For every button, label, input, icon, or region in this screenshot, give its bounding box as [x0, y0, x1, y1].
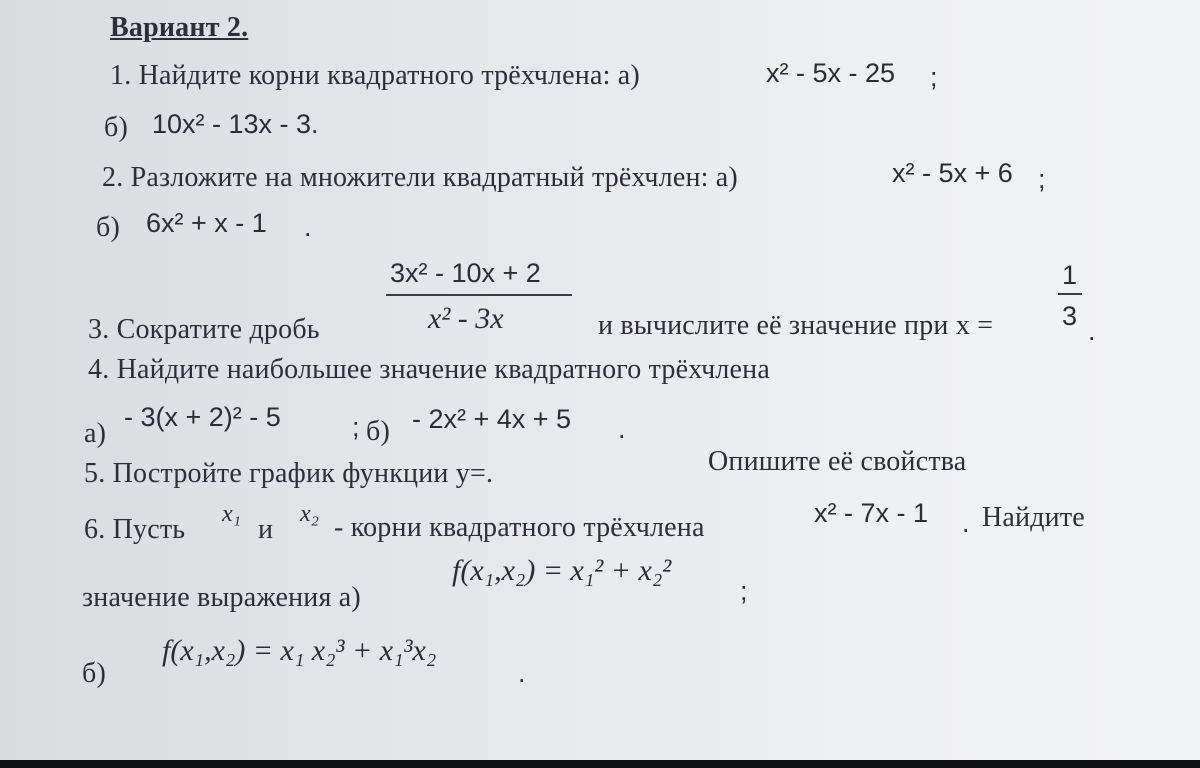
task-3-text-2: и вычислите её значение при x =: [598, 310, 994, 341]
task-3-value-denominator: 3: [1062, 301, 1078, 331]
task-6-and: и: [258, 514, 274, 545]
task-2-expression-b: 6x² + x - 1: [146, 208, 267, 238]
task-6-text-end: Найдите: [982, 502, 1085, 533]
task-2-separator-a: ;: [1038, 164, 1046, 194]
task-4-label-a: а): [84, 418, 107, 449]
task-6-text-mid: - корни квадратного трёхчлена: [334, 512, 705, 543]
task-5-text-2: Опишите её свойства: [708, 446, 967, 477]
task-6-text-start: 6. Пусть: [84, 514, 186, 545]
variant-title: Вариант 2.: [110, 12, 249, 43]
task-2-label-b: б): [96, 212, 120, 243]
task-6-expression-b: f(x₁,x₂) = x₁ x₂³ + x₁³x₂: [162, 634, 437, 667]
task-1-separator-a: ;: [930, 62, 938, 92]
task-6-x2: x₂: [300, 501, 319, 527]
task-4-label-b: б): [366, 416, 390, 447]
task-3-fraction-bar: [386, 294, 572, 296]
task-6-expression-a: f(x₁,x₂) = x₁² + x₂²: [452, 554, 672, 587]
task-3-numerator: 3x² - 10x + 2: [390, 258, 541, 288]
task-6-separator-a: ;: [740, 576, 748, 606]
task-2-expression-a: x² - 5x + 6: [892, 158, 1013, 188]
task-3-denominator: x² - 3x: [428, 302, 504, 335]
task-2-end-b: .: [304, 212, 312, 242]
task-6-label-b: б): [82, 658, 106, 689]
task-6-end: .: [962, 508, 970, 538]
task-6-end-b: .: [518, 658, 526, 688]
photo-bottom-edge: [0, 760, 1200, 768]
task-3-value-fraction-bar: [1058, 293, 1082, 295]
task-2-text: 2. Разложите на множители квадратный трёхчлен: а): [102, 162, 738, 193]
task-4-separator-a: ;: [352, 412, 360, 442]
task-3-end: .: [1088, 316, 1096, 346]
task-4-expression-b: - 2x² + 4x + 5: [412, 404, 572, 434]
task-4-end-b: .: [618, 414, 626, 444]
task-1-label-b: б): [104, 112, 128, 143]
task-1-expression-a: x² - 5x - 25: [766, 58, 896, 88]
task-1-text: 1. Найдите корни квадратного трёхчлена: а): [110, 60, 640, 91]
task-6-expression: x² - 7x - 1: [814, 498, 929, 528]
task-4-expression-a: - 3(x + 2)² - 5: [124, 402, 281, 432]
task-4-text: 4. Найдите наибольшее значение квадратного трёхчлена: [88, 354, 770, 385]
task-6-line-2: значение выражения а): [82, 582, 361, 613]
task-6-x1: x₁: [222, 501, 241, 527]
task-1-expression-b: 10x² - 13x - 3.: [152, 109, 319, 139]
task-3-value-numerator: 1: [1062, 260, 1078, 290]
task-3-text: 3. Сократите дробь: [88, 314, 320, 345]
task-5-text: 5. Постройте график функции y=.: [84, 458, 494, 489]
